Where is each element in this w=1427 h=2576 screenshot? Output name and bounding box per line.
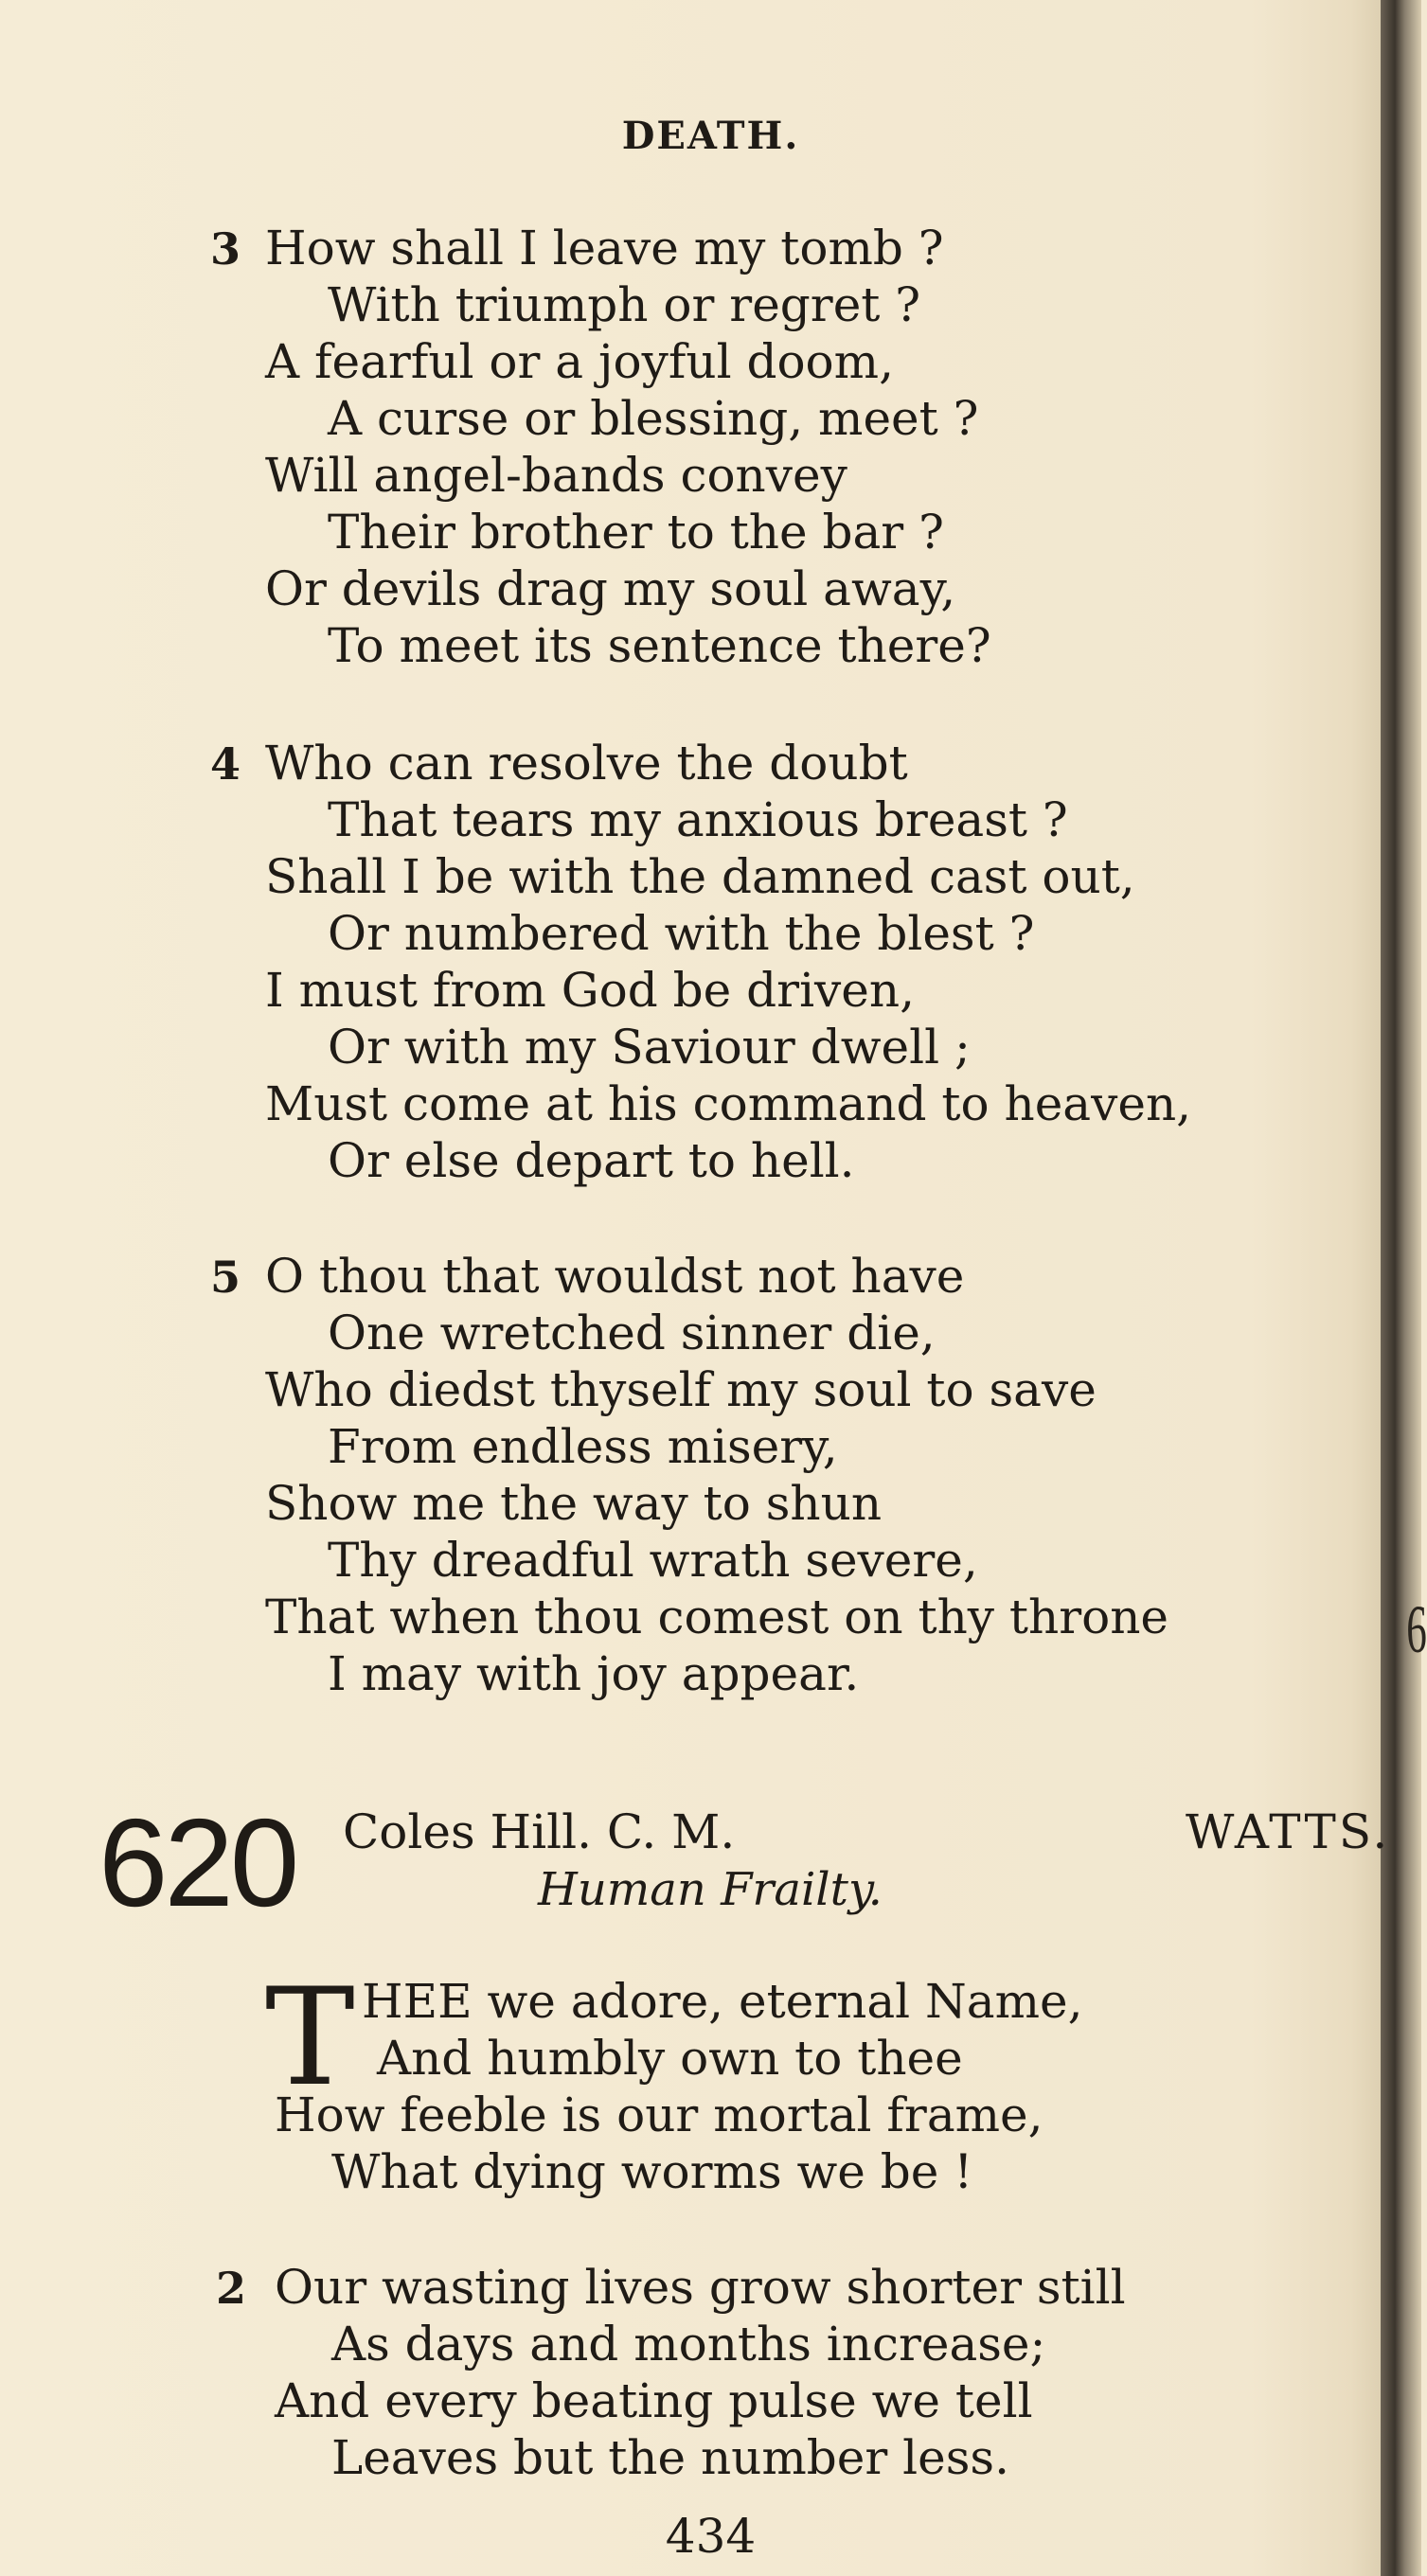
verse-line: Their brother to the bar ? [328,505,944,560]
drop-cap: T [265,1960,355,2116]
verse-line: Or with my Saviour dwell ; [328,1020,971,1075]
verse-line: From endless misery, [328,1419,838,1474]
stanza-number: 3 [210,223,241,275]
verse-line: With triumph or regret ? [328,277,921,332]
hymn-number: 620 [98,1793,296,1932]
verse-line: A fearful or a joyful doom, [265,334,894,389]
verse-line: Our wasting lives grow shorter still [275,2260,1126,2315]
verse-line: One wretched sinner die, [328,1306,936,1360]
verse-line: Or devils drag my soul away, [265,561,956,616]
running-head: DEATH. [621,114,800,158]
book-edge [1381,0,1421,2576]
verse-line: Shall I be with the damned cast out, [265,849,1135,904]
verse-line: Who diedst thyself my soul to save [265,1362,1097,1417]
verse-line: Or numbered with the blest ? [328,906,1035,961]
verse-line: O thou that wouldst not have [265,1249,965,1304]
verse-line: Thy dreadful wrath severe, [328,1533,978,1588]
verse-line: And every beating pulse we tell [275,2373,1033,2428]
stanza-number: 4 [210,738,241,790]
verse-line: That tears my anxious breast ? [328,792,1068,847]
verse-line: And humbly own to thee [377,2031,963,2086]
edge-mark: 6 [1406,1591,1427,1667]
verse-line: Who can resolve the doubt [265,736,908,791]
verse-line: A curse or blessing, meet ? [328,391,979,446]
verse-line: HEE we adore, eternal Name, [362,1974,1083,2029]
stanza-number: 5 [210,1252,241,1303]
page-number: 434 [665,2509,757,2564]
verse-line: I must from God be driven, [265,963,915,1018]
verse-line: How shall I leave my tomb ? [265,221,944,275]
verse-line: Must come at his command to heaven, [265,1076,1192,1131]
tune-name: Coles Hill. C. M. [343,1804,736,1859]
verse-line: Will angel-bands convey [265,448,847,503]
verse-line: How feeble is our mortal frame, [275,2087,1043,2142]
stanza-number: 2 [216,2263,247,2314]
verse-line: Leaves but the number less. [331,2430,1009,2485]
verse-line: As days and months increase; [331,2317,1046,2372]
verse-line: Or else depart to hell. [328,1133,855,1188]
verse-line: I may with joy appear. [328,1646,860,1701]
verse-line: That when thou comest on thy throne [265,1590,1169,1644]
verse-line: Show me the way to shun [265,1476,883,1531]
author: WATTS. [1186,1804,1391,1859]
verse-line: What dying worms we be ! [331,2144,973,2199]
hymn-subject: Human Frailty. [538,1863,883,1916]
verse-line: To meet its sentence there? [328,618,991,673]
